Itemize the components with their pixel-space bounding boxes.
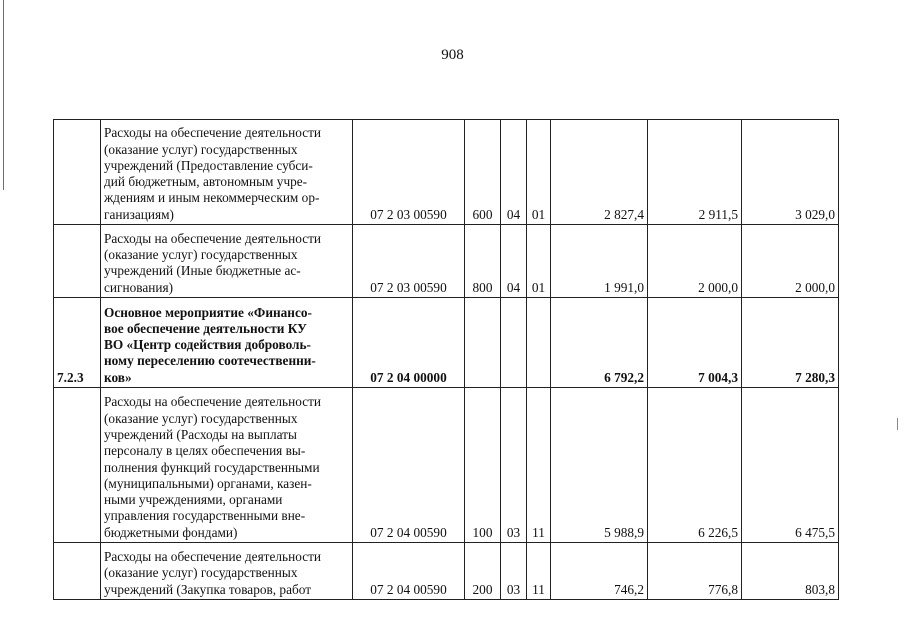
expense-name: Расходы на обеспечение деятельности (оказание услуг) государственных учреждений (Расходы на выплаты персоналу в целях обеспечения вы- полнения функций государственными (муниципальными) органами, казен- ными учреждениями, органами управления государственными вне- бюджетными фондами) xyxy=(101,388,353,543)
amount-year-3: 6 475,5 xyxy=(742,388,839,543)
section-code: 03 xyxy=(501,388,527,543)
row-number xyxy=(54,388,101,543)
amount-year-2: 6 226,5 xyxy=(648,388,742,543)
subsection-code: 01 xyxy=(527,120,551,225)
amount-year-2: 2 000,0 xyxy=(648,225,742,298)
amount-year-1: 5 988,9 xyxy=(551,388,648,543)
section-code: 04 xyxy=(501,225,527,298)
expense-type-code xyxy=(465,298,501,388)
target-article-code: 07 2 03 00590 xyxy=(353,225,465,298)
scan-edge-mark xyxy=(897,418,898,430)
section-code xyxy=(501,298,527,388)
section-code: 03 xyxy=(501,543,527,600)
table-row xyxy=(54,543,839,600)
expense-name: Расходы на обеспечение деятельности (оказание услуг) государственных учреждений (Предоставление субси- дий бюджетным, автономным учре- ждениям и иным некоммерческим ор- ганизациям) xyxy=(101,120,353,225)
subsection-code: 11 xyxy=(527,543,551,600)
subsection-code xyxy=(527,298,551,388)
scan-edge-line xyxy=(3,0,4,190)
expense-name: Расходы на обеспечение деятельности (оказание услуг) государственных учреждений (Закупка товаров, работ xyxy=(101,543,353,600)
row-number xyxy=(54,120,101,225)
target-article-code: 07 2 04 00590 xyxy=(353,388,465,543)
amount-year-1: 6 792,2 xyxy=(551,298,648,388)
table-row xyxy=(54,120,839,225)
expense-name: Расходы на обеспечение деятельности (оказание услуг) государственных учреждений (Иные бюджетные ас- сигнования) xyxy=(101,225,353,298)
expense-type-code: 100 xyxy=(465,388,501,543)
target-article-code: 07 2 04 00000 xyxy=(353,298,465,388)
amount-year-3: 7 280,3 xyxy=(742,298,839,388)
amount-year-2: 2 911,5 xyxy=(648,120,742,225)
budget-table xyxy=(53,119,839,600)
row-number: 7.2.3 xyxy=(54,298,101,388)
expense-type-code: 200 xyxy=(465,543,501,600)
table-row xyxy=(54,225,839,298)
amount-year-1: 2 827,4 xyxy=(551,120,648,225)
amount-year-2: 7 004,3 xyxy=(648,298,742,388)
section-code: 04 xyxy=(501,120,527,225)
target-article-code: 07 2 04 00590 xyxy=(353,543,465,600)
expense-name: Основное мероприятие «Финансо- вое обеспечение деятельности КУ ВО «Центр содействия доброволь- ному переселению соотечественни- ков» xyxy=(101,298,353,388)
page-number: 908 xyxy=(441,47,464,63)
row-number xyxy=(54,543,101,600)
subsection-code: 01 xyxy=(527,225,551,298)
amount-year-3: 2 000,0 xyxy=(742,225,839,298)
row-number xyxy=(54,225,101,298)
amount-year-3: 3 029,0 xyxy=(742,120,839,225)
amount-year-2: 776,8 xyxy=(648,543,742,600)
amount-year-1: 1 991,0 xyxy=(551,225,648,298)
amount-year-1: 746,2 xyxy=(551,543,648,600)
target-article-code: 07 2 03 00590 xyxy=(353,120,465,225)
table-row xyxy=(54,388,839,543)
table-row-main-activity xyxy=(54,298,839,388)
subsection-code: 11 xyxy=(527,388,551,543)
expense-type-code: 800 xyxy=(465,225,501,298)
amount-year-3: 803,8 xyxy=(742,543,839,600)
expense-type-code: 600 xyxy=(465,120,501,225)
